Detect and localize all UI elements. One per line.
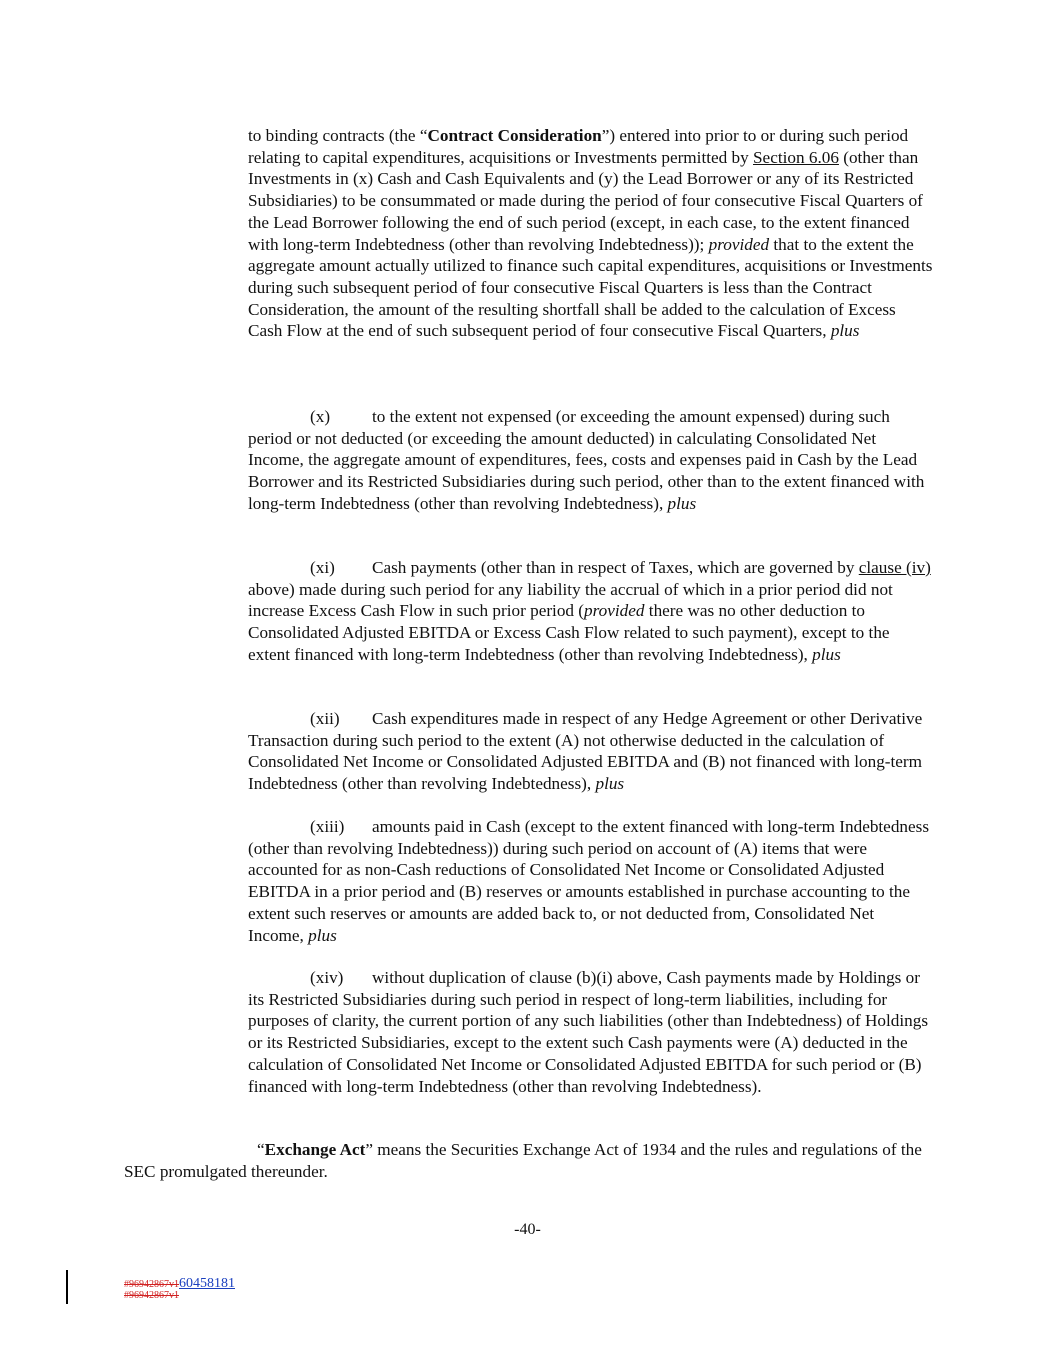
defined-term-exchange-act: Exchange Act	[264, 1140, 366, 1159]
clause-number: (xiii)	[310, 817, 345, 836]
text: (other than Investments in (x) Cash and Cash Equivalents and (y) the Lead Borrower or any of its Restricted Subsidiaries) to be consummated or made during the period of four consecutive Fiscal Quarters of the Lead Borrower following the end of such period (except, in each case, to the extent financed with long-term Indebtedness (other than revolving Indebtedness));	[248, 147, 923, 254]
change-bar	[66, 1270, 68, 1304]
clause-number: (xi)	[310, 558, 335, 577]
paragraph-continuation	[248, 125, 933, 342]
clause-xiv	[248, 967, 933, 1097]
clause-text: Cash expenditures made in respect of any Hedge Agreement or other Derivative Transaction during such period to the extent (A) not otherwise deducted in the calculation of Consolidated Net Income or Consolidated Adjusted EBITDA and (B) not financed with long-term Indebtedness (other than revolving Indebtedness),	[248, 709, 923, 794]
text: ”) entered into prior to or during such period relating to capital expenditures, acquisitions or Investments permitted by	[248, 126, 909, 167]
clause-text: without duplication of clause (b)(i) above, Cash payments made by Holdings or its Restricted Subsidiaries during such period in respect of long-term liabilities, including for purposes of clarity, the current portion of any such liabilities (other than Indebtedness) of Holdings or its Restricted Subsidiaries, except to the extent such Cash payments were (A) deducted in the calculation of Consolidated Net Income or Consolidated Adjusted EBITDA for such period or (B) financed with long-term Indebtedness (other than revolving Indebtedness).	[248, 968, 929, 1096]
clause-number: (x)	[310, 407, 331, 426]
clause-xiii	[248, 816, 933, 946]
defined-term-contract-consideration: Contract Consideration	[427, 126, 602, 145]
deleted-doc-id: #96942867v1	[124, 1290, 179, 1301]
definition-exchange-act	[124, 1139, 924, 1182]
plus-italic: plus	[830, 321, 860, 341]
clause-x	[248, 406, 933, 515]
text: to binding contracts (the “	[248, 126, 428, 145]
clause-text: to the extent not expensed (or exceeding the amount expensed) during such period or not deducted (or exceeding the amount deducted) in calculating Consolidated Net Income, the aggregate amount of expenditures, fees, costs and expenses paid in Cash by the Lead Borrower and its Restricted Subsidiaries during such period, other than to the extent financed with long-term Indebtedness (other than revolving Indebtedness),	[248, 407, 925, 513]
document-footer-ids	[124, 1274, 235, 1301]
inserted-doc-id: 60458181	[179, 1276, 235, 1291]
clause-xii	[248, 708, 933, 795]
clause-number: (xiv)	[310, 968, 344, 987]
clause-text: above) made during such period for any liability the accrual of which in a prior period did not increase Excess Cash Flow in such prior period (	[248, 579, 893, 621]
section-reference: Section 6.06	[753, 147, 839, 167]
clause-xi	[248, 557, 933, 666]
plus-italic: plus	[667, 493, 697, 513]
provided-italic: provided	[708, 234, 770, 254]
plus-italic: plus	[308, 925, 337, 945]
deleted-doc-id: #96942867v1	[124, 1279, 179, 1290]
page-number: -40-	[514, 1221, 541, 1238]
clause-text: there was no other deduction to Consolidated Adjusted EBITDA or Excess Cash Flow related to such payment), except to the extent financed with long-term Indebtedness (other than revolving Indebtedness),	[248, 601, 890, 664]
text: “	[257, 1140, 265, 1159]
clause-text: Cash payments (other than in respect of Taxes, which are governed by	[372, 558, 859, 577]
provided-italic: provided	[584, 601, 645, 621]
plus-italic: plus	[812, 644, 841, 664]
definition-text: ” means the Securities Exchange Act of 1934 and the rules and regulations of the SEC promulgated thereunder.	[124, 1140, 922, 1181]
clause-reference: clause (iv)	[858, 558, 931, 577]
clause-text: amounts paid in Cash (except to the extent financed with long-term Indebtedness (other than revolving Indebtedness)) during such period on account of (A) items that were accounted for as non-Cash reductions of Consolidated Net Income or Consolidated Adjusted EBITDA in a prior period and (B) reserves or amounts established in purchase accounting to the extent such reserves or amounts are added back to, or not deducted from, Consolidated Net Income,	[248, 817, 930, 945]
text: that to the extent the aggregate amount actually utilized to finance such capital expenditures, acquisitions or Investments during such subsequent period of four consecutive Fiscal Quarters is less than the Contract Consideration, the amount of the resulting shortfall shall be added to the calculation of Excess Cash Flow at the end of such subsequent period of four consecutive Fiscal Quarters,	[248, 234, 933, 341]
plus-italic: plus	[595, 774, 625, 794]
clause-number: (xii)	[310, 709, 340, 728]
